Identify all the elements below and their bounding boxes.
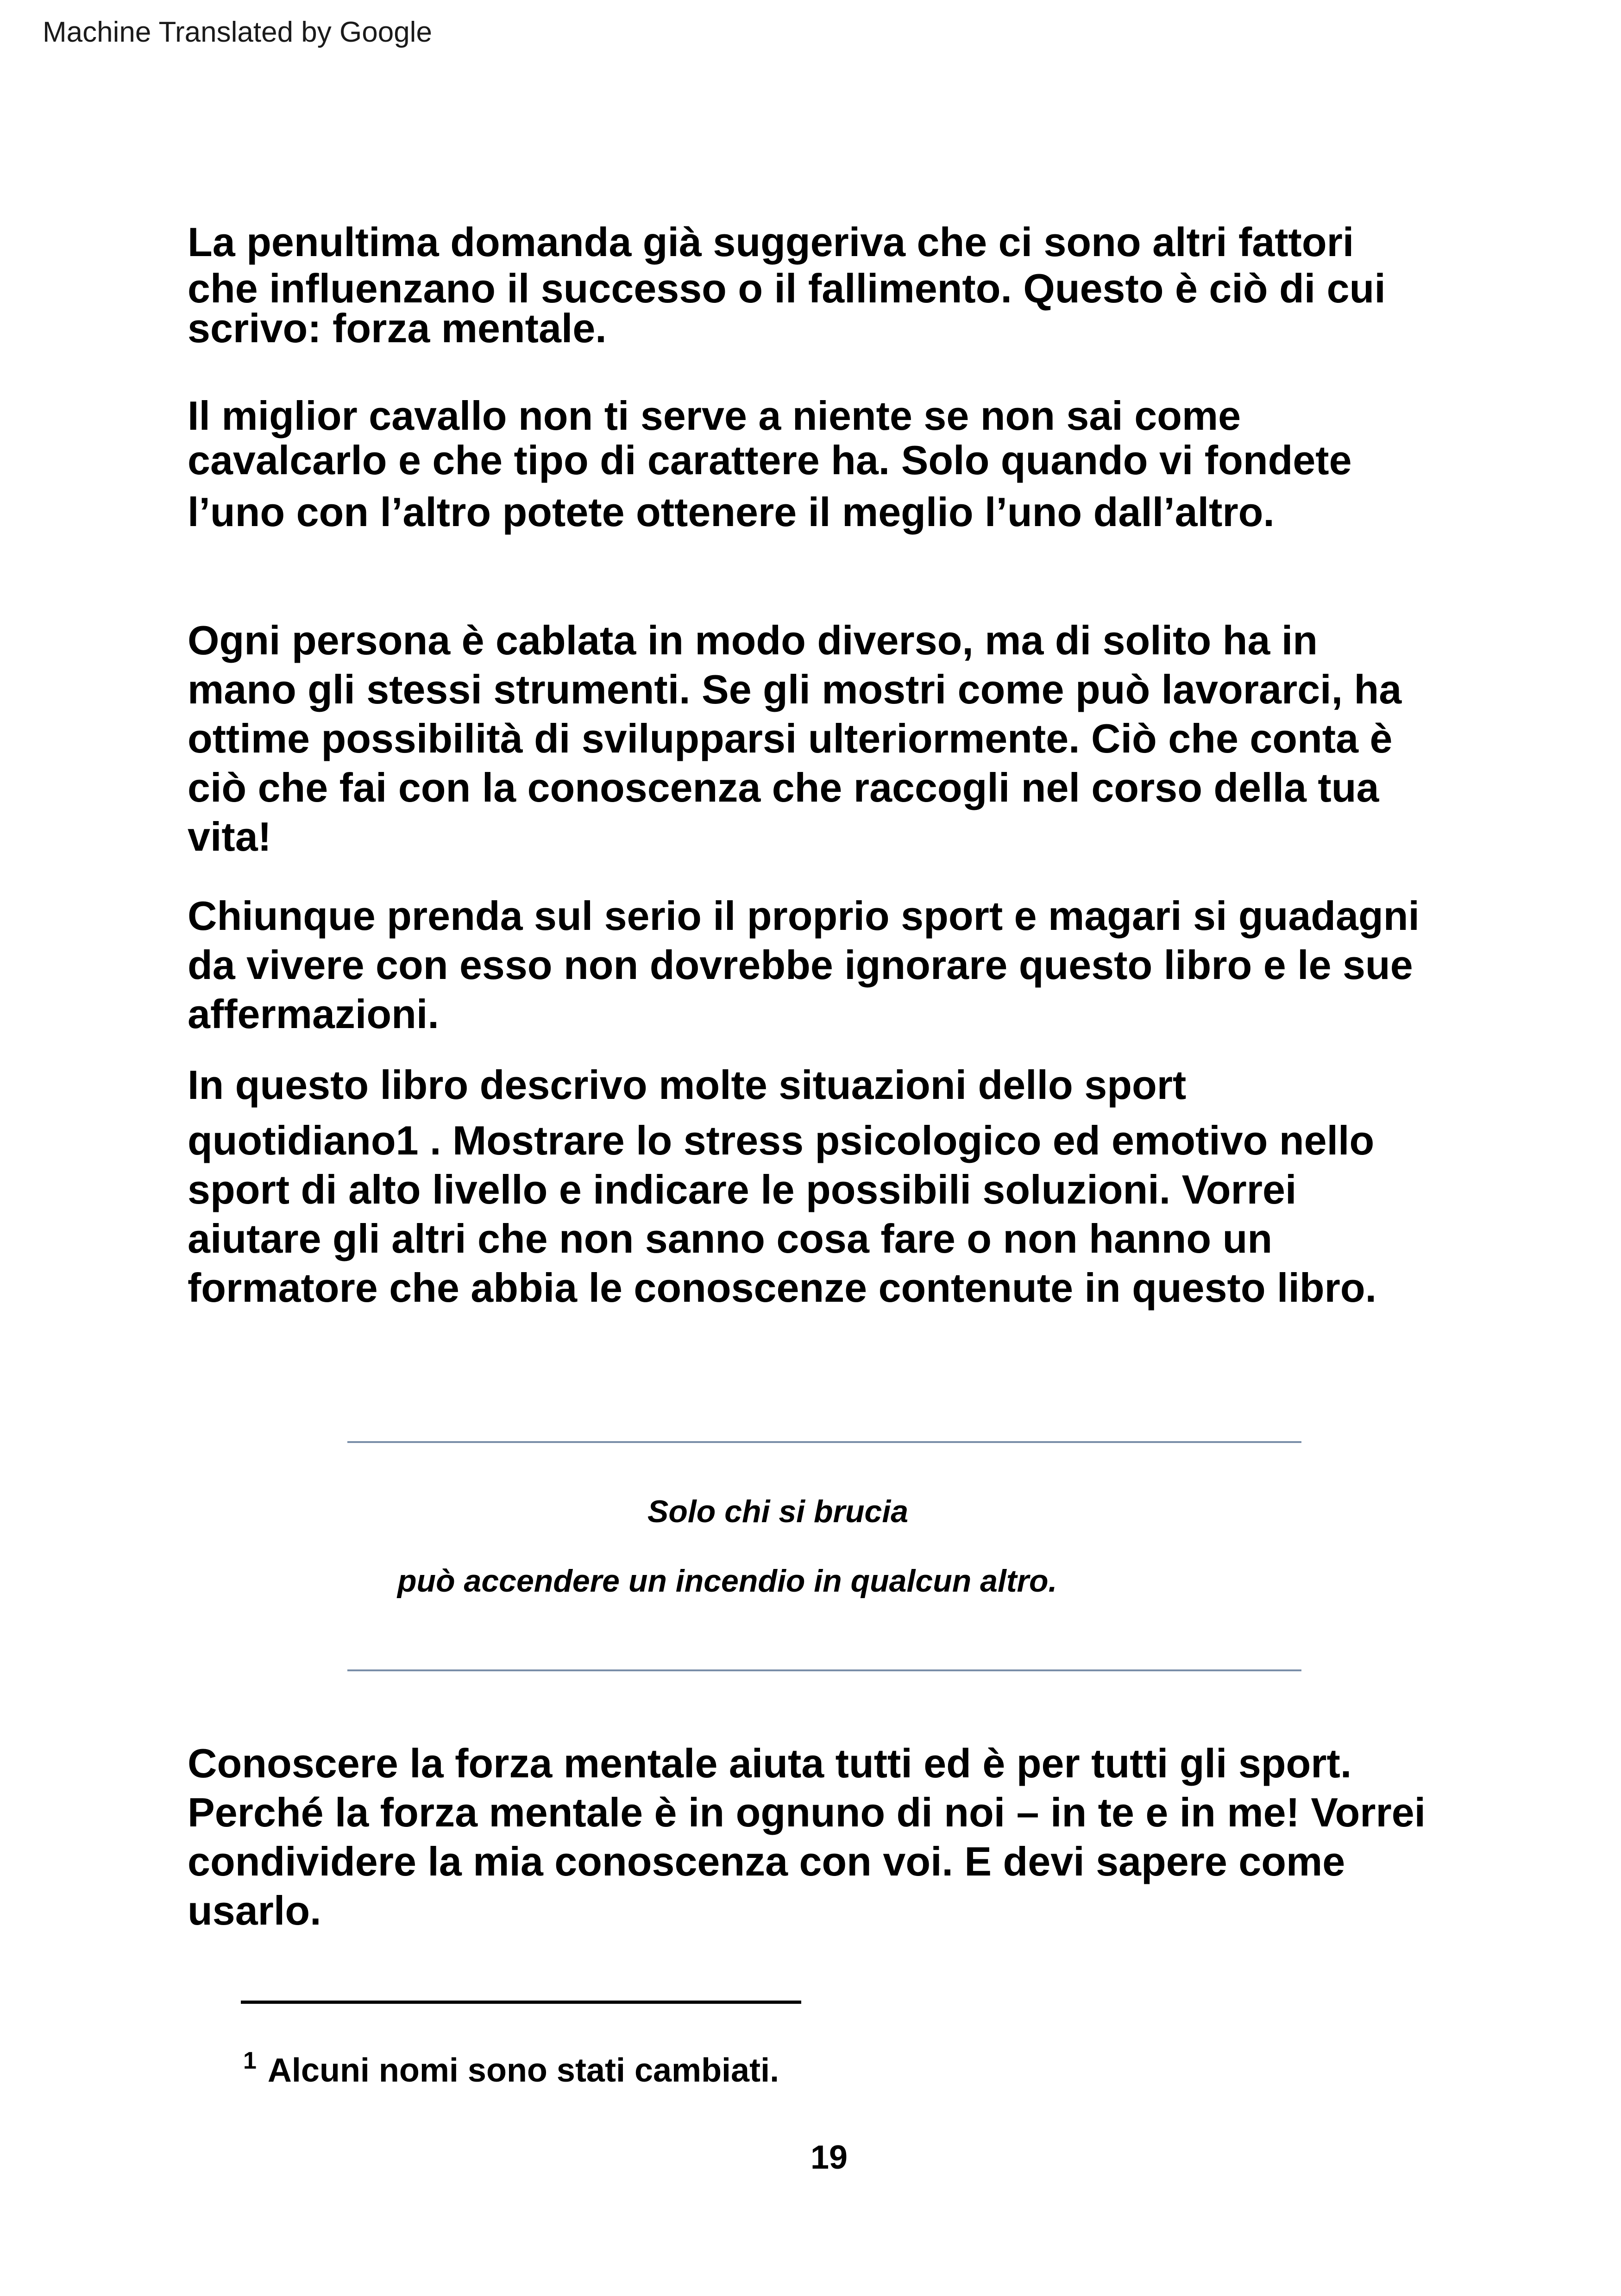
footnote-divider [241, 2001, 801, 2004]
paragraph-line: Perché la forza mentale è in ognuno di noi – in te e in me! Vorrei [188, 1789, 1426, 1835]
paragraph-line: condividere la mia conoscenza con voi. E devi sapere come [188, 1838, 1345, 1884]
paragraph-3 [188, 616, 1517, 861]
paragraph-6 [188, 1739, 1517, 1935]
paragraph-4 [188, 891, 1517, 1039]
page-number: 19 [810, 2139, 848, 2176]
paragraph-1 [188, 218, 1517, 353]
footnote-text: Alcuni nomi sono stati cambiati. [267, 2052, 779, 2089]
paragraph-line: quotidiano1 . Mostrare lo stress psicologico ed emotivo nello [188, 1117, 1375, 1163]
paragraph-line: da vivere con esso non dovrebbe ignorare questo libro e le sue [188, 942, 1413, 988]
paragraph-line: Il miglior cavallo non ti serve a niente se non sai come [188, 393, 1241, 439]
paragraph-line: usarlo. [188, 1888, 321, 1933]
paragraph-line: cavalcarlo e che tipo di carattere ha. Solo quando vi fondete [188, 437, 1352, 483]
footnote [243, 2047, 779, 2089]
paragraph-line: scrivo: forza mentale. [188, 305, 607, 351]
paragraph-2 [188, 391, 1517, 537]
paragraph-line: l’uno con l’altro potete ottenere il meglio l’uno dall’altro. [188, 489, 1275, 535]
paragraph-line: formatore che abbia le conoscenze contenute in questo libro. [188, 1265, 1377, 1311]
machine-translation-label: Machine Translated by Google [43, 16, 432, 48]
paragraph-line: Conoscere la forza mentale aiuta tutti ed è per tutti gli sport. [188, 1740, 1352, 1786]
quote-bottom-divider [347, 1669, 1301, 1671]
quote-line-1: Solo chi si brucia [647, 1494, 909, 1529]
paragraph-line: mano gli stessi strumenti. Se gli mostri come può lavorarci, ha [188, 666, 1402, 712]
paragraph-5 [188, 1060, 1517, 1312]
paragraph-line: Ogni persona è cablata in modo diverso, ma di solito ha in [188, 617, 1318, 663]
paragraph-line: Chiunque prenda sul serio il proprio sport e magari si guadagni [188, 893, 1420, 939]
paragraph-line: La penultima domanda già suggeriva che ci sono altri fattori [188, 219, 1354, 265]
paragraph-line: vita! [188, 814, 271, 859]
footnote-marker: 1 [243, 2047, 257, 2074]
paragraph-line: sport di alto livello e indicare le possibili soluzioni. Vorrei [188, 1167, 1297, 1212]
quote-top-divider [347, 1441, 1301, 1443]
quote-line-2: può accendere un incendio in qualcun altro. [397, 1563, 1057, 1599]
paragraph-line: ottime possibilità di svilupparsi ulteriormente. Ciò che conta è [188, 715, 1393, 761]
paragraph-line: che influenzano il successo o il fallimento. Questo è ciò di cui [188, 265, 1386, 311]
paragraph-line: affermazioni. [188, 991, 439, 1037]
paragraph-line: aiutare gli altri che non sanno cosa fare o non hanno un [188, 1216, 1273, 1261]
paragraph-line: In questo libro descrivo molte situazioni dello sport [188, 1062, 1187, 1108]
paragraph-line: ciò che fai con la conoscenza che raccogli nel corso della tua [188, 765, 1379, 810]
